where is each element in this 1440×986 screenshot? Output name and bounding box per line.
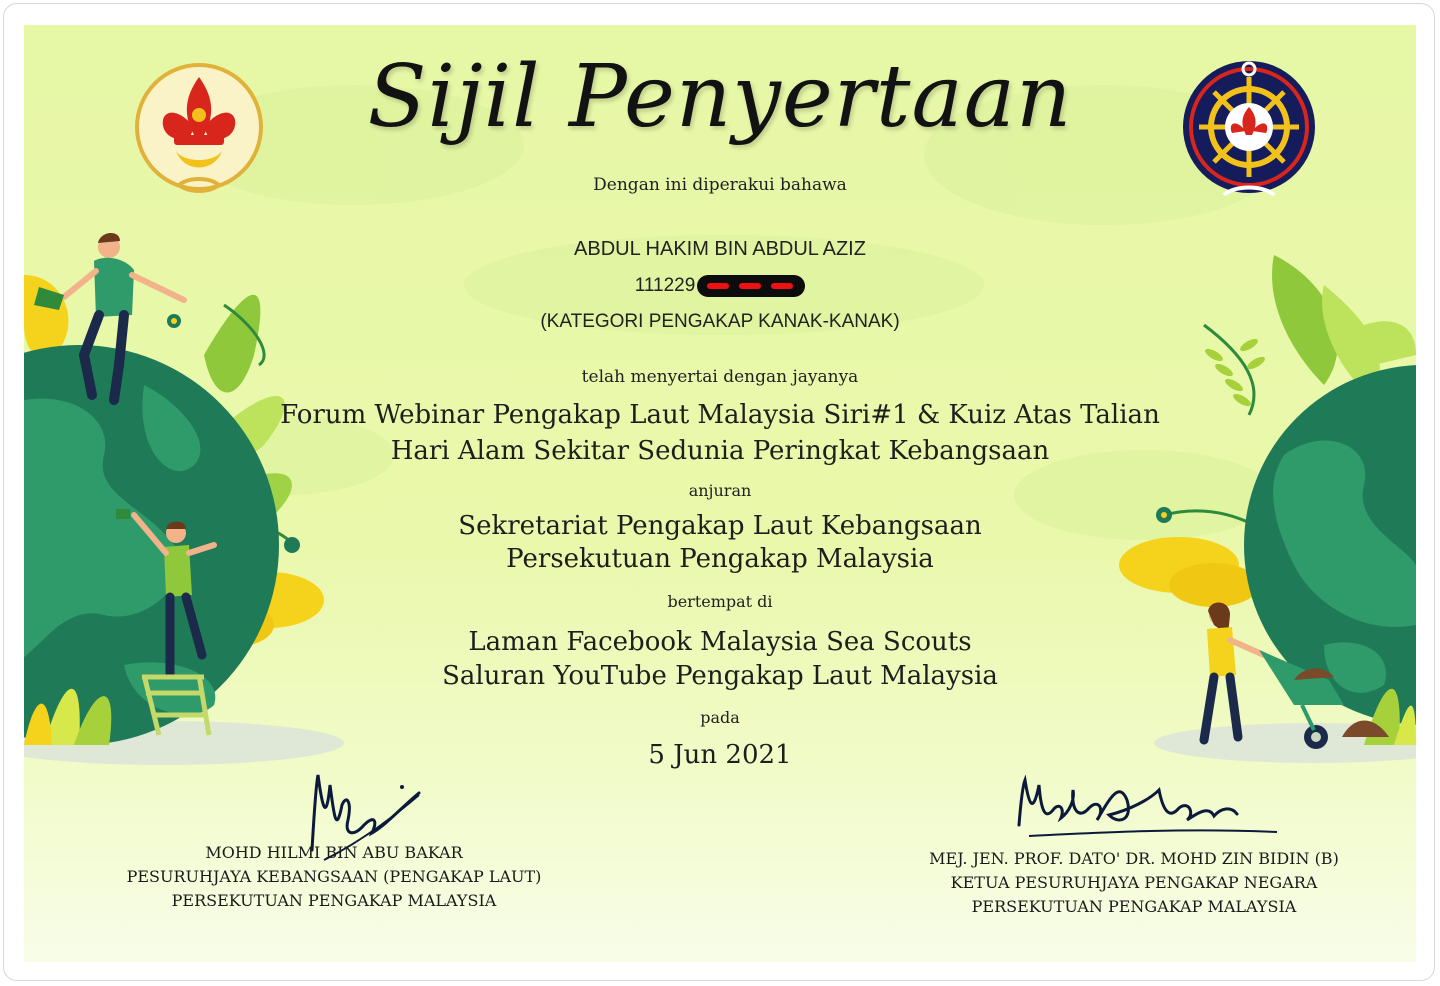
signatory-left-title-2: PERSEKUTUAN PENGAKAP MALAYSIA (171, 891, 497, 910)
recipient-id-number: 111229 (634, 275, 696, 297)
organizer-line-1: Sekretariat Pengakap Laut Kebangsaan (458, 511, 982, 541)
signatory-right-name: MEJ. JEN. PROF. DATO' DR. MOHD ZIN BIDIN (B) (929, 849, 1339, 868)
participated-text: telah menyertai dengan jayanya (581, 367, 859, 387)
signatory-right-title-1: KETUA PESURUHJAYA PENGAKAP NEGARA (950, 873, 1318, 892)
event-line-2: Hari Alam Sekitar Sedunia Peringkat Kebangsaan (390, 436, 1050, 466)
certificate-title: Sijil Penyertaan (367, 47, 1073, 147)
date-label: pada (700, 708, 740, 727)
signatory-right-title-2: PERSEKUTUAN PENGAKAP MALAYSIA (971, 897, 1297, 916)
category-text: (KATEGORI PENGAKAP KANAK-KANAK) (540, 311, 900, 332)
signatory-right (884, 847, 1384, 919)
intro-text: Dengan ini diperakui bahawa (593, 175, 847, 195)
signature-right (1009, 770, 1279, 850)
event-line-1: Forum Webinar Pengakap Laut Malaysia Siri#1 & Kuiz Atas Talian (280, 400, 1160, 430)
venue-line-1: Laman Facebook Malaysia Sea Scouts (468, 627, 972, 657)
signatory-left-title-1: PESURUHJAYA KEBANGSAAN (PENGAKAP LAUT) (126, 867, 542, 886)
event-date: 5 Jun 2021 (648, 740, 792, 770)
certificate (24, 25, 1416, 962)
signatory-left-name: MOHD HILMI BIN ABU BAKAR (205, 843, 463, 862)
recipient-name: ABDUL HAKIM BIN ABDUL AZIZ (574, 238, 866, 260)
signatory-left (94, 841, 574, 913)
organized-by-label: anjuran (688, 481, 752, 500)
venue-label: bertempat di (667, 592, 773, 611)
organizer-line-2: Persekutuan Pengakap Malaysia (506, 544, 934, 574)
recipient-id (24, 275, 1416, 297)
venue-line-2: Saluran YouTube Pengakap Laut Malaysia (442, 661, 998, 691)
redaction-mark (697, 275, 805, 297)
